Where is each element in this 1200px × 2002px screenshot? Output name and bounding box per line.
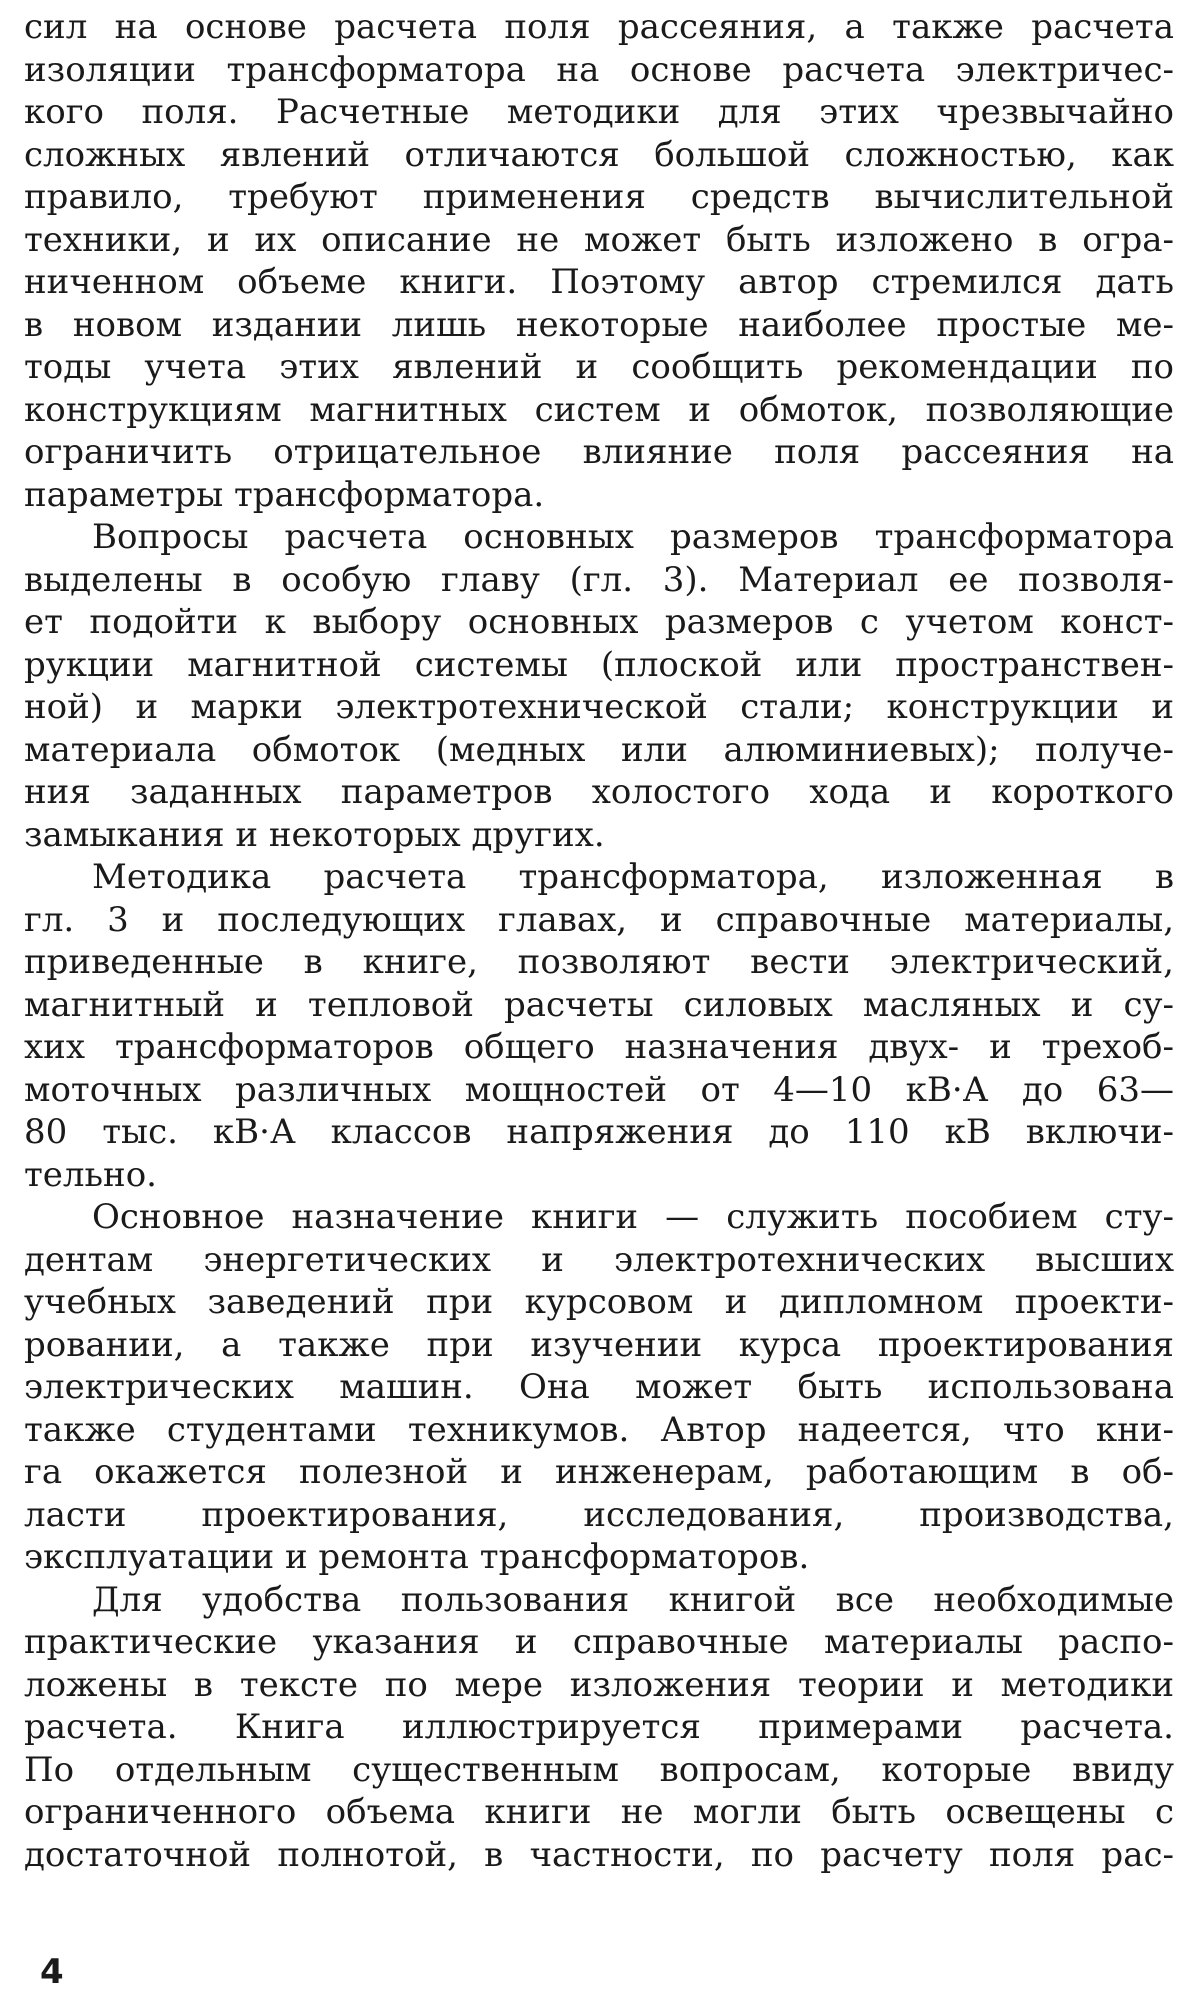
text-line: хих трансформаторов общего назначения двух- и трехоб- [24, 1027, 1174, 1067]
text-line: ласти проектирования, исследования, производства, [24, 1494, 1174, 1535]
text-line: замыкания и некоторых других. [24, 814, 605, 855]
text-line: техники, и их описание не может быть изложено в огра- [24, 219, 1174, 260]
paragraph-2 [24, 516, 1174, 856]
text-line: магнитный и тепловой расчеты силовых масляных и су- [24, 984, 1174, 1025]
text-line: ной) и марки электротехнической стали; конструкции и [24, 687, 1174, 727]
text-line: Методика расчета трансформатора, изложенная в [92, 857, 1174, 897]
text-line: приведенные в книге, позволяют вести электрический, [24, 942, 1174, 982]
text-line: эксплуатации и ремонта трансформаторов. [24, 1537, 810, 1577]
text-line: ровании, а также при изучении курса проектирования [24, 1324, 1174, 1365]
text-line: ложены в тексте по мере изложения теории и методики [24, 1664, 1174, 1705]
text-line: По отдельным существенным вопросам, которые ввиду [24, 1749, 1174, 1790]
paragraph-5 [24, 1579, 1174, 1877]
text-line: ет подойти к выбору основных размеров с учетом конст- [24, 602, 1174, 642]
text-line: 80 тыс. кВ·А классов напряжения до 110 кВ включи- [24, 1112, 1174, 1152]
text-line: га окажется полезной и инженерам, работающим в об- [24, 1452, 1174, 1492]
text-line: материала обмоток (медных или алюминиевых); получе- [24, 729, 1174, 770]
text-line: гл. 3 и последующих главах, и справочные материалы, [24, 899, 1174, 940]
text-line: сложных явлений отличаются большой сложностью, как [24, 134, 1174, 175]
text-line: Вопросы расчета основных размеров трансформатора [92, 517, 1174, 557]
page-number: 4 [40, 1952, 64, 1992]
text-line: параметры трансформатора. [24, 474, 545, 515]
paragraph-4 [24, 1196, 1174, 1579]
text-line: тоды учета этих явлений и сообщить рекомендации по [24, 347, 1174, 387]
text-line: в новом издании лишь некоторые наиболее простые ме- [24, 304, 1174, 345]
text-line: правило, требуют применения средств вычислительной [24, 177, 1174, 217]
text-line: выделены в особую главу (гл. 3). Материал ее позволя- [24, 559, 1174, 600]
text-line: дентам энергетических и электротехнических высших [24, 1239, 1174, 1280]
paragraph-3 [24, 856, 1174, 1196]
text-line: достаточной полнотой, в частности, по расчету поля рас- [24, 1834, 1174, 1875]
text-line: Основное назначение книги — служить пособием сту- [92, 1197, 1174, 1237]
text-line: тельно. [24, 1154, 157, 1195]
text-line: электрических машин. Она может быть использована [24, 1367, 1174, 1407]
text-line: ния заданных параметров холостого хода и короткого [24, 772, 1174, 812]
paragraph-1 [24, 6, 1174, 516]
text-line: изоляции трансформатора на основе расчета электричес- [24, 49, 1174, 90]
text-line: также студентами техникумов. Автор надеется, что кни- [24, 1409, 1174, 1450]
text-line: моточных различных мощностей от 4—10 кВ·А до 63— [24, 1069, 1174, 1110]
text-line: учебных заведений при курсовом и дипломном проекти- [24, 1282, 1174, 1322]
text-line: ограниченного объема книги не могли быть освещены с [24, 1792, 1174, 1832]
text-line: ниченном объеме книги. Поэтому автор стремился дать [24, 262, 1174, 302]
text-line: конструкциям магнитных систем и обмоток, позволяющие [24, 389, 1174, 430]
text-line: кого поля. Расчетные методики для этих чрезвычайно [24, 92, 1174, 132]
page-body [24, 6, 1174, 1876]
text-line: сил на основе расчета поля рассеяния, а также расчета [24, 7, 1174, 47]
text-line: рукции магнитной системы (плоской или пространствен- [24, 644, 1174, 685]
text-line: ограничить отрицательное влияние поля рассеяния на [24, 432, 1174, 472]
text-line: Для удобства пользования книгой все необходимые [92, 1579, 1174, 1620]
text-line: расчета. Книга иллюстрируется примерами расчета. [24, 1707, 1174, 1747]
text-line: практические указания и справочные материалы распо- [24, 1622, 1174, 1662]
